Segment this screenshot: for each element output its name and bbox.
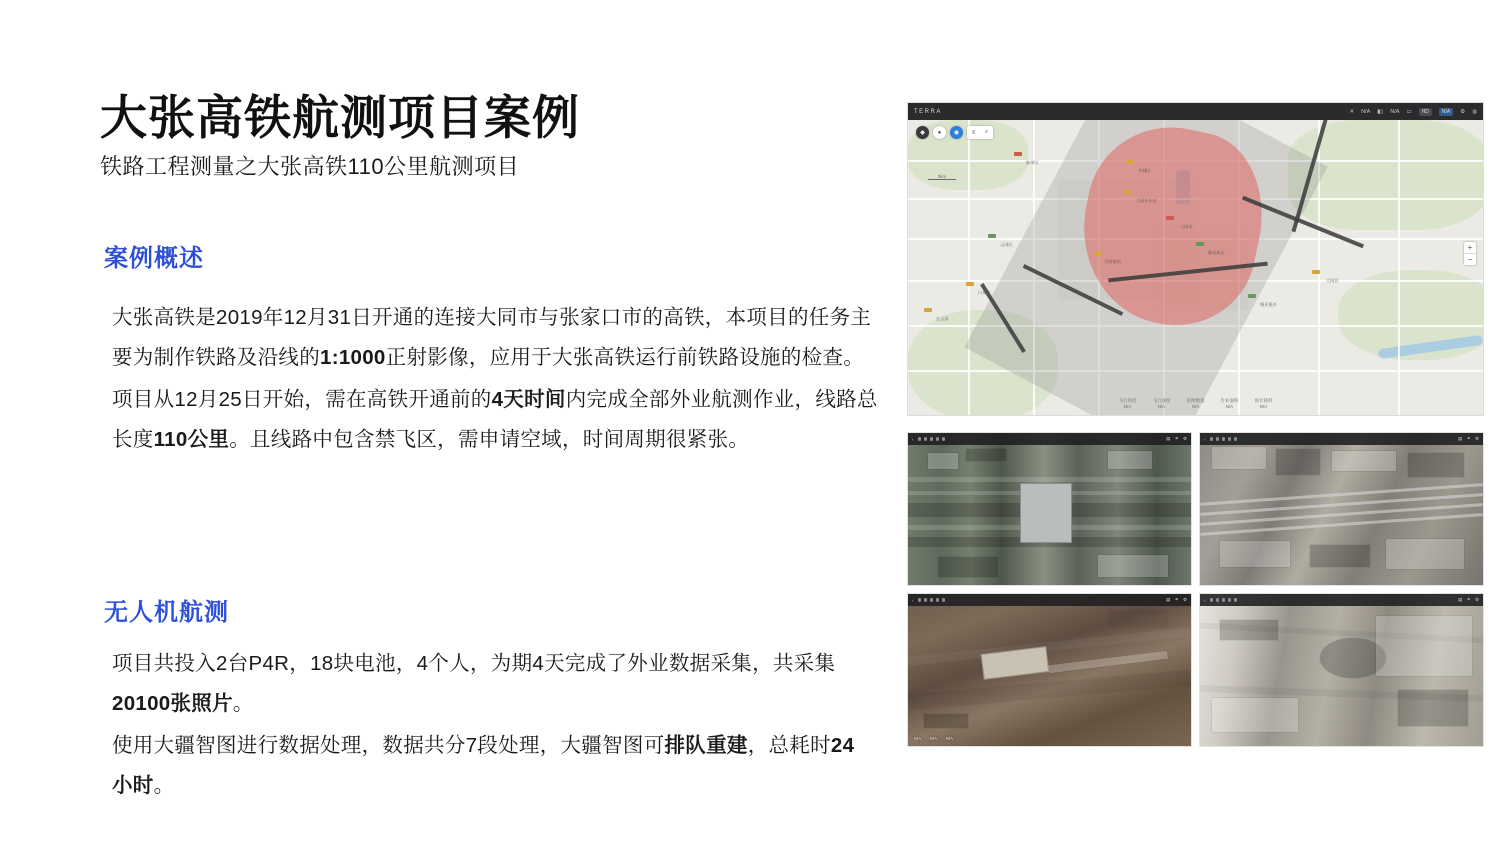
status-value: N/A (1390, 108, 1400, 115)
earthwork-line (908, 670, 1191, 711)
building (1098, 555, 1168, 577)
viewer-tools (1458, 436, 1479, 442)
section-heading-overview: 案例概述 (104, 245, 204, 272)
text-run: 项目共投入2台P4R，18块电池，4个人，为期4天完成了外业数据采集，共采集 (112, 652, 836, 675)
signal-icon: ▮▯ (1377, 108, 1384, 115)
poi-marker[interactable] (1094, 252, 1102, 256)
road-line (1398, 120, 1400, 415)
text-run: 项目从12月25日开始，需在高铁开通前的 (112, 387, 492, 411)
zoom-controls[interactable] (1464, 242, 1476, 265)
back-icon[interactable]: ‹ (1204, 436, 1206, 442)
text-run-bold: 4天时间 (491, 387, 566, 411)
paragraph (112, 644, 872, 724)
poi-marker[interactable] (1248, 294, 1256, 298)
text-run-bold: 110公里 (153, 427, 230, 451)
track-line (908, 477, 1191, 482)
text-run: 正射影像，应用于大张高铁运行前铁路设施的检查。 (385, 345, 865, 369)
station-building (1020, 483, 1072, 543)
text-run-bold: 1:1000 (320, 345, 386, 369)
viewer-status-bar (914, 736, 953, 741)
building (1276, 449, 1320, 475)
page-subtitle: 铁路工程测量之大张高铁110公里航测项目 (100, 153, 520, 179)
zoom-in-button[interactable]: + (1467, 243, 1473, 252)
section-body-overview (112, 298, 884, 460)
viewer-titlebar (908, 594, 1191, 606)
stat-value: N/A (1123, 404, 1132, 410)
poi-label: 新荣区 (1026, 160, 1039, 165)
poi-label: 大同市 (1180, 224, 1193, 229)
stat-item (1255, 398, 1273, 412)
measure-icon[interactable]: ⌗ (1467, 436, 1470, 441)
text-run-bold: 24小时 (112, 733, 855, 797)
gear-icon[interactable]: ⚙ (1460, 108, 1466, 115)
building (1220, 541, 1290, 567)
stat-value: N/A (1259, 404, 1268, 410)
ortho-trackbed-3[interactable] (908, 594, 1191, 746)
measure-icon[interactable]: ⌗ (1175, 436, 1178, 441)
stat-value: N/A (1225, 404, 1234, 410)
settings-icon[interactable]: ⚙ (1474, 436, 1479, 441)
layers-icon[interactable]: ◆ (916, 126, 929, 139)
paragraph (112, 380, 884, 460)
badge-status: N/A (1439, 108, 1453, 116)
measure-icon[interactable]: ⌗ (1175, 597, 1178, 602)
settings-icon[interactable]: ⚙ (1474, 597, 1479, 602)
poi-label: 大同火车站 (1136, 198, 1157, 203)
poi-marker[interactable] (1166, 216, 1174, 220)
building (1108, 451, 1152, 469)
poi-label: 平城区 (1138, 168, 1151, 173)
viewer-titlebar (908, 433, 1191, 445)
building-block (1376, 616, 1472, 676)
building (1212, 447, 1266, 469)
poi-marker[interactable] (1014, 152, 1022, 156)
content-column (100, 91, 878, 797)
circle-icon[interactable]: ● (933, 126, 946, 139)
paragraph (112, 726, 872, 806)
map-titlebar (908, 103, 1483, 120)
toolbar-dots (918, 598, 946, 602)
building (1408, 453, 1464, 477)
map-canvas[interactable] (908, 120, 1483, 415)
stat-label: 作业面积 (1220, 397, 1239, 403)
stat-value: N/A (1191, 404, 1200, 410)
ortho-image (1200, 594, 1483, 746)
ortho-depot-4[interactable] (1200, 594, 1483, 746)
measure-icon[interactable]: ⌗ (1467, 597, 1470, 602)
building (1310, 545, 1370, 567)
poi-label: 聚乐堡乡 (1260, 302, 1277, 307)
building (938, 557, 998, 577)
map-toolbar[interactable] (916, 126, 993, 139)
text-run: 。 (153, 773, 175, 797)
section-heading-uav: 无人机航测 (104, 599, 229, 626)
toolbar-dots (1210, 437, 1238, 441)
field-plot (1108, 610, 1168, 628)
layer-icon[interactable]: ▤ (1166, 436, 1171, 441)
status-value: N/A (929, 736, 937, 741)
poi-marker[interactable] (1196, 242, 1204, 246)
building-block (1220, 620, 1278, 640)
poi-label: 左云县 (936, 316, 949, 321)
building-block (1398, 690, 1468, 726)
ortho-image (1200, 433, 1483, 585)
mission-planning-map (908, 103, 1483, 415)
poi-label: 大同南站 (1104, 259, 1121, 264)
poi-label: 云冈区 (1000, 242, 1013, 247)
badge-hd: HD (1419, 108, 1432, 116)
settings-icon[interactable]: ⚙ (1182, 436, 1187, 441)
text-run: ，总耗时 (747, 733, 831, 757)
text-run: 大张高铁是2019年12月31日开通的连接大同市与张家口市的高铁，本项目的任务主要为制作铁路及沿线的 (112, 306, 872, 369)
road-line (968, 120, 970, 415)
viewer-tools (1166, 436, 1187, 442)
track-line (1048, 651, 1168, 674)
search-icon[interactable]: ⌕ (984, 129, 989, 135)
layer-icon[interactable]: ▤ (1166, 597, 1171, 602)
satellite-icon: ✕ (1349, 108, 1355, 115)
text-run: 。 (232, 691, 254, 715)
building (966, 449, 1006, 461)
mission-stats-bar (908, 398, 1483, 412)
track-line (1200, 513, 1483, 536)
paragraph (112, 298, 884, 378)
ortho-rail-yard-2[interactable] (1200, 433, 1483, 585)
text-run-bold: 排队重建 (664, 733, 748, 757)
stat-item (1221, 398, 1239, 412)
building (1332, 451, 1396, 471)
poi-marker[interactable] (966, 282, 974, 286)
layer-icon[interactable]: ▤ (1458, 597, 1463, 602)
building-block (1212, 698, 1298, 732)
stat-label: 飞行高度 (1118, 397, 1137, 403)
stat-label: 拍照数量 (1186, 397, 1205, 403)
stat-label: 飞行速度 (1152, 397, 1171, 403)
back-icon[interactable]: ‹ (1204, 597, 1206, 603)
stat-item (1119, 398, 1137, 412)
media-column (908, 103, 1479, 741)
stat-value: N/A (1157, 404, 1166, 410)
ortho-railway-station-1[interactable] (908, 433, 1191, 585)
poi-marker[interactable] (1124, 190, 1132, 194)
user-icon[interactable]: ◍ (1472, 108, 1477, 115)
text-run-bold: 20100张照片 (112, 691, 233, 715)
back-icon[interactable]: ‹ (912, 436, 914, 442)
layer-icon[interactable]: ▤ (1458, 436, 1463, 441)
text-run: 。且线路中包含禁飞区，需申请空域，时间周期很紧张。 (229, 427, 750, 451)
status-value: N/A (1361, 108, 1371, 115)
pin-icon[interactable]: ◉ (950, 126, 963, 139)
toolbar-dots (918, 437, 946, 441)
stat-item (1187, 398, 1205, 412)
toolbar-dots (1210, 598, 1238, 602)
settings-icon[interactable]: ⚙ (1182, 597, 1187, 602)
field-plot (924, 714, 968, 728)
poi-marker[interactable] (1312, 270, 1320, 274)
viewer-tools (1458, 597, 1479, 603)
building (928, 453, 958, 469)
viewer-titlebar (1200, 594, 1483, 606)
text-run: 使用大疆智图进行数据处理，数据共分7段处理，大疆智图可 (112, 733, 665, 757)
text-run: 内完成全部外业航测作业，线路总长度 (112, 387, 878, 451)
viewer-tools (1166, 597, 1187, 603)
page-title: 大张高铁航测项目案例 (100, 91, 580, 144)
poi-label: 口泉乡 (978, 290, 991, 295)
app-name-label: TERRA (914, 108, 942, 115)
battery-icon: ▭ (1406, 108, 1412, 115)
poi-marker[interactable] (924, 308, 932, 312)
poi-marker[interactable] (988, 234, 996, 238)
ortho-image-grid (908, 433, 1483, 746)
map-status-group (1349, 108, 1477, 116)
scale-bar: 2km (928, 174, 956, 180)
poi-label: 御东新区 (1208, 250, 1225, 255)
zoom-out-button[interactable]: − (1464, 253, 1476, 265)
poi-marker[interactable] (1126, 160, 1134, 164)
list-icon[interactable]: ≡ (971, 129, 976, 136)
section-body-uav (112, 644, 872, 806)
stat-label: 预计耗时 (1254, 397, 1273, 403)
status-value: N/A (945, 736, 953, 741)
viewer-titlebar (1200, 433, 1483, 445)
building (1386, 539, 1464, 569)
stat-item (1153, 398, 1171, 412)
status-value: N/A (914, 736, 921, 741)
ortho-image (908, 433, 1191, 585)
toolbar-group[interactable] (967, 126, 993, 139)
ortho-image (908, 594, 1191, 746)
poi-label: 大同县 (1326, 278, 1339, 283)
back-icon[interactable]: ‹ (912, 597, 914, 603)
